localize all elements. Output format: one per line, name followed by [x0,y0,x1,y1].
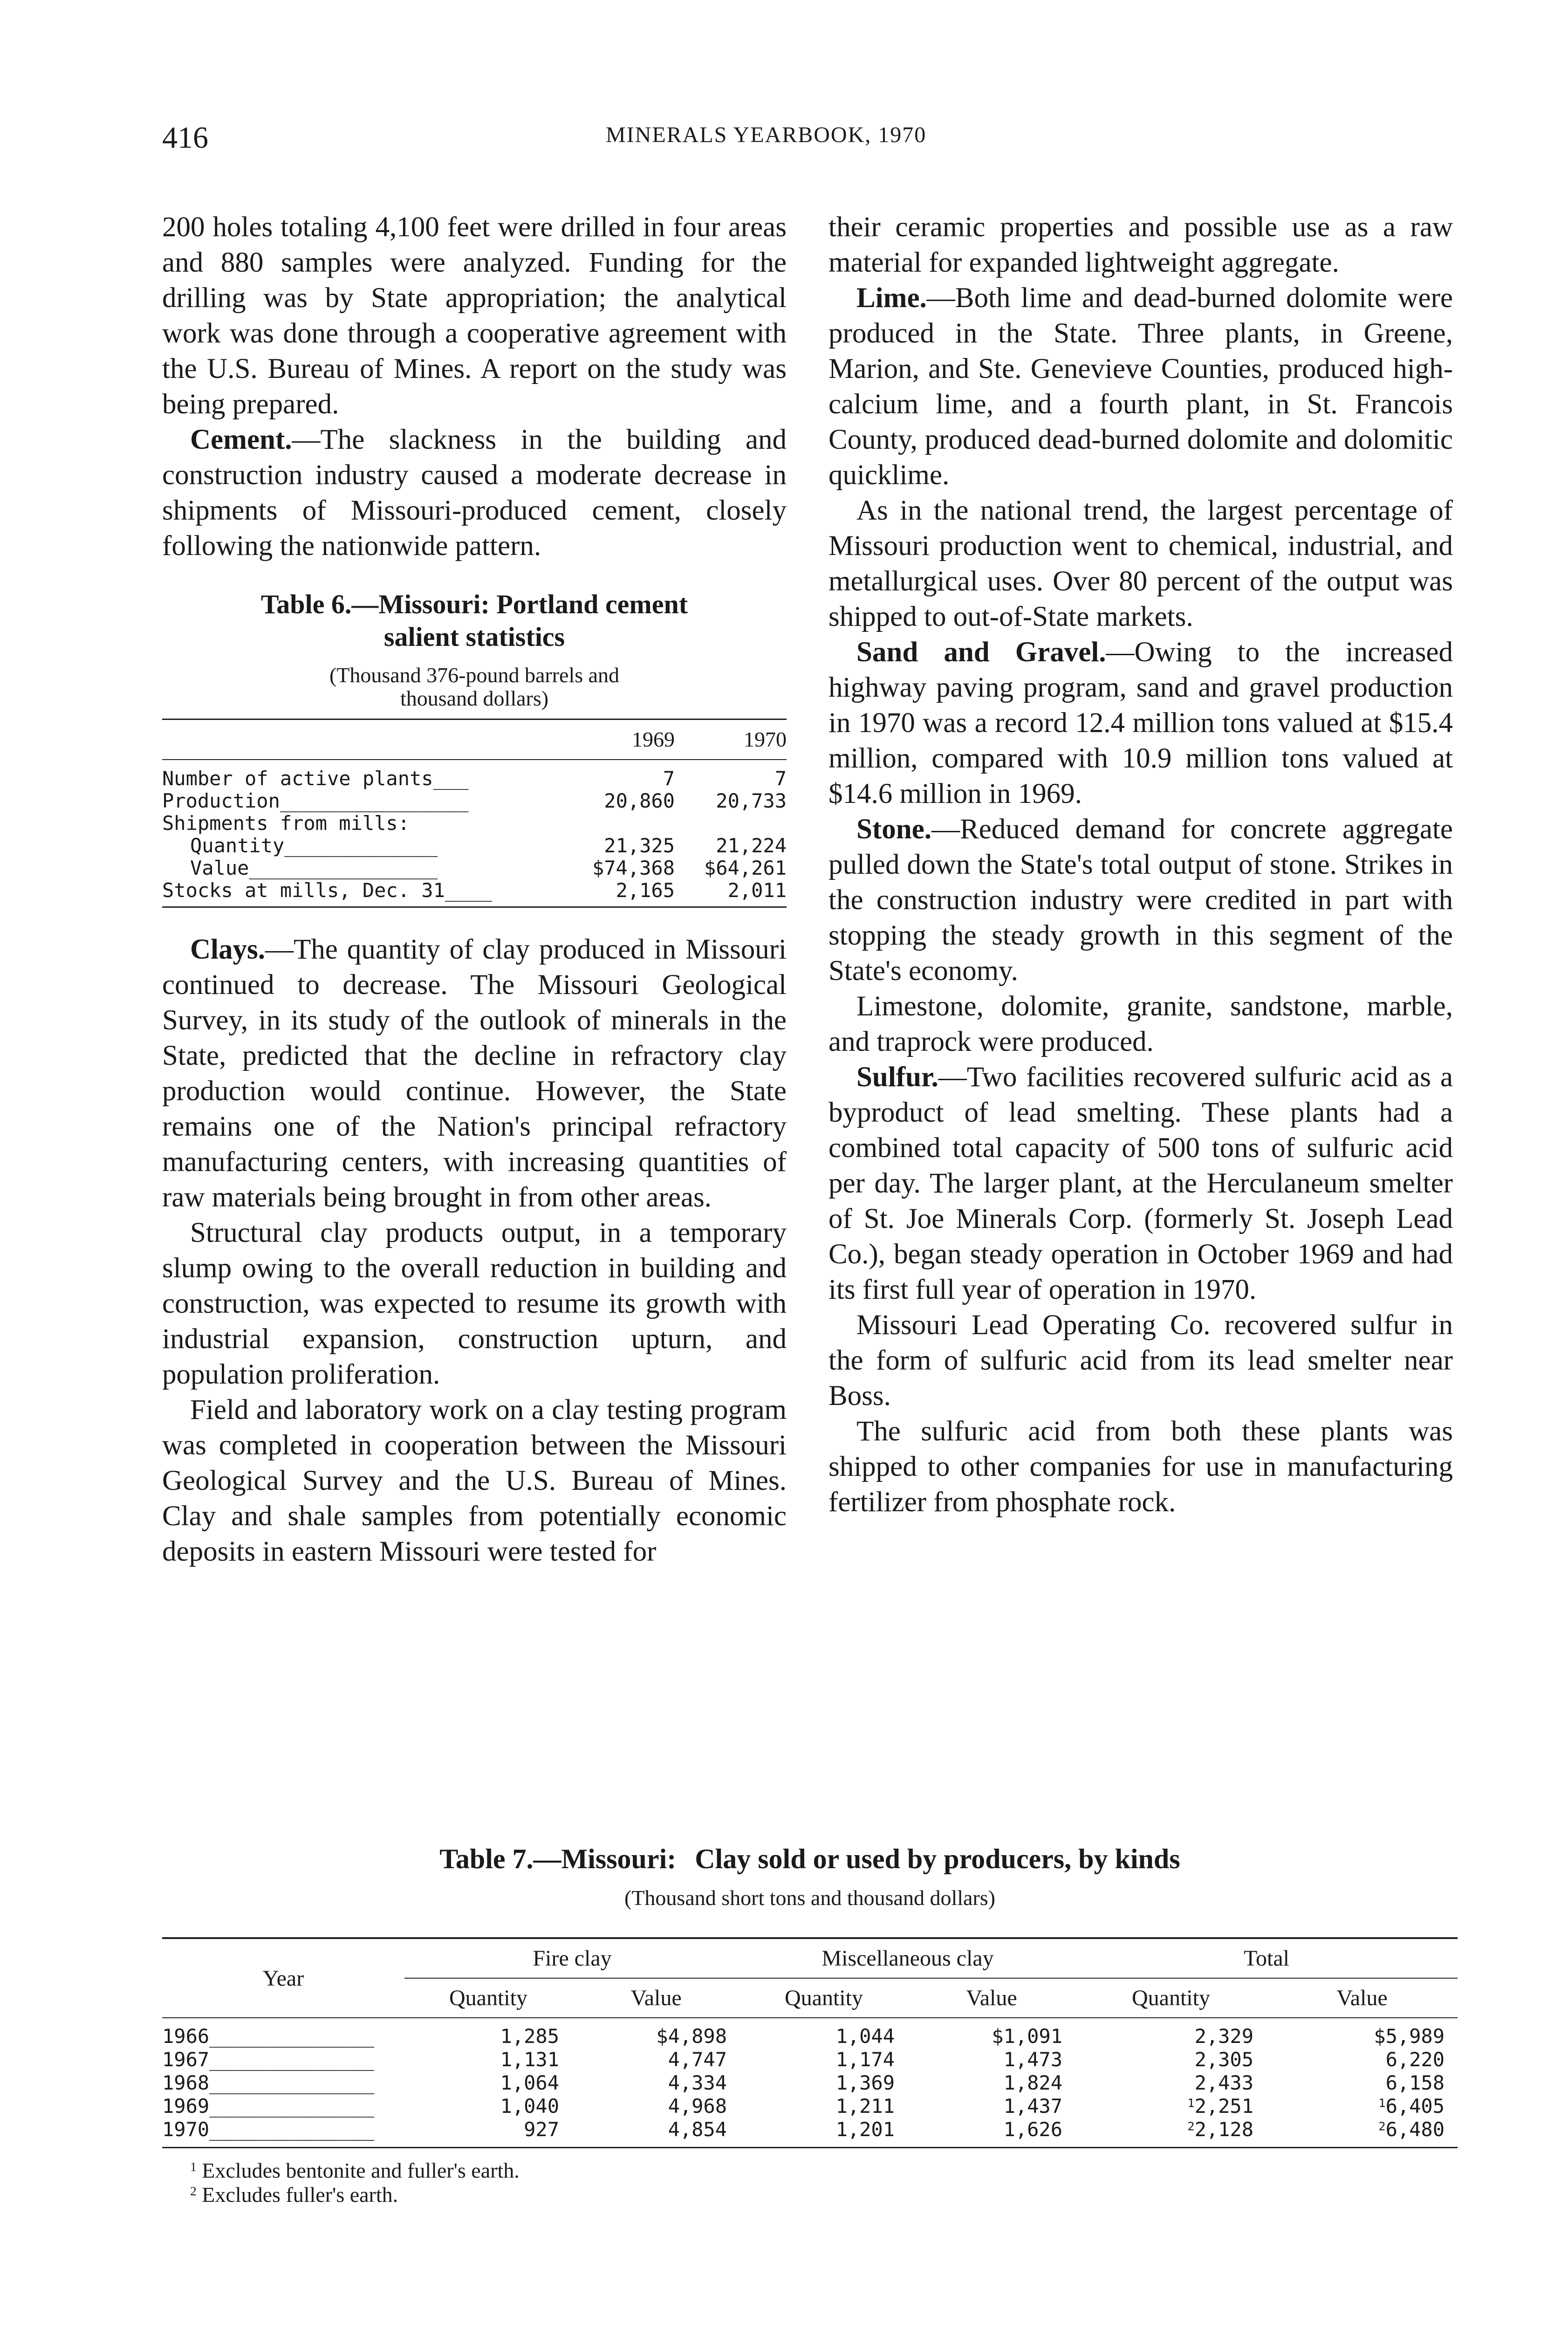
table7-subtitle: (Thousand short tons and thousand dollars) [624,1886,995,1910]
cell-fire-value: 4,334 [668,2071,727,2094]
table6-subtitle-line1: (Thousand 376-pound barrels and [329,663,620,687]
total-value: 6,405 [1385,2095,1445,2118]
footnote-mark: 1 [190,2159,197,2174]
row-label: Shipments from mills: [162,812,410,835]
cell-fire-quantity: 1,040 [500,2095,559,2118]
footnote-ref: 1 [1187,2096,1195,2110]
cell-1969: 21,325 [604,834,675,857]
footnote-ref: 2 [1187,2119,1195,2133]
cell-year: 1966______________ [162,2025,375,2048]
footnote-text: Excludes bentonite and fuller's earth. [202,2159,520,2182]
sulfur-text: —Two facilities recovered sulfuric acid as a byproduct of lead smelting. These plants had a combined total capacity of 500 tons of sulfuric acid per day. The larger plant, at the Herculaneum smelter of St. Joe Minerals Corp. (formerly St. Joseph Lead Co.), began steady operation in October 1969 and had its first full year of operation in 1970. [829,1062,1453,1305]
cell-misc-quantity: 1,201 [740,2118,908,2148]
header-year: Year [162,1938,404,2018]
table7-caption [162,1843,1458,1875]
cell-misc-value: 1,626 [908,2118,1075,2148]
table-row [162,812,787,835]
cell-misc-quantity: 1,369 [835,2071,895,2094]
table7-caption-rest: Clay sold or used by producers, by kinds [695,1843,1180,1874]
cell-year: 1970______________ [162,2118,404,2148]
cell-total-quantity [1075,2048,1267,2071]
table7-section [162,1843,1458,2207]
cell-total-value [1267,2018,1458,2048]
cell-fire-value: 4,968 [668,2095,727,2118]
limestone-paragraph: Limestone, dolomite, granite, sandstone, marble, and traprock were produced. [829,991,1453,1057]
ceramic-paragraph: their ceramic properties and possible use as a raw material for expanded lightweight aggregate. [829,212,1453,278]
cell-misc-value: 1,824 [1003,2071,1062,2094]
table7-footnotes [162,2159,1458,2207]
table-row [162,760,787,790]
table7-caption-prefix: Table 7.—Missouri: [439,1843,677,1874]
running-head: MINERALS YEARBOOK, 1970 [606,123,927,147]
cell-year: 1968______________ [162,2071,375,2094]
header-quantity: Quantity [1075,1978,1267,2018]
cell-misc-value: 1,437 [1003,2095,1062,2118]
page-number: 416 [162,121,208,155]
cement-text: —The slackness in the building and construction industry caused a moderate decrease in shipments of Missouri-produced cement, closely following the nationwide pattern. [162,424,787,562]
lime-heading: Lime. [856,282,927,314]
total-quantity: 2,251 [1194,2095,1253,2118]
header-misc-clay: Miscellaneous clay [740,1938,1075,1978]
cell-total-quantity [1075,2018,1267,2048]
sulfur-heading: Sulfur. [856,1062,938,1093]
cell-1969: 20,860 [604,789,675,812]
sand-paragraph [829,635,1453,812]
row-label: Value________________ [190,857,438,879]
cell-1969: 7 [663,767,675,790]
table-row [162,790,787,812]
row-label: Stocks at mills, Dec. 31____ [162,879,563,907]
right-column [829,210,1453,1520]
table7 [162,1937,1458,2148]
stone-paragraph [829,812,1453,989]
row-label: Production________________ [162,789,469,812]
cell-1970: 21,224 [716,834,787,857]
footnote-2 [190,2183,1458,2207]
table6-caption-line1: Table 6.—Missouri: Portland cement [260,589,688,619]
cell-fire-quantity: 1,064 [500,2071,559,2094]
table6-caption [162,588,787,653]
total-quantity: 2,128 [1194,2118,1253,2141]
row-label: Quantity_____________ [190,834,438,857]
cell-year: 1969______________ [162,2095,375,2118]
field-paragraph: Field and laboratory work on a clay testing program was completed in cooperation between the Missouri Geological Survey and the U.S. Bureau of Mines. Clay and shale samples from potentially economic deposits in eastern Missouri were tested for [162,1394,787,1567]
table6-col-1970: 1970 [675,720,787,760]
lime-text: —Both lime and dead-burned dolomite were produced in the State. Three plants, in Greene, Marion, and Ste. Genevieve Counties, produced high-calcium lime, and a fourth plant, in St. Francois County, produced dead-burned dolomite and dolomitic quicklime. [829,282,1453,491]
cell-misc-quantity: 1,174 [835,2048,895,2071]
sulfur-paragraph [829,1060,1453,1308]
table-row [162,2048,1458,2071]
clays-text: —The quantity of clay produced in Missouri continued to decrease. The Missouri Geological Survey, in its study of the outlook of minerals in the State, predicted that the decline in refractory clay production would continue. However, the State remains one of the Nation's principal refractory manufacturing centers, with increasing quantities of raw materials being brought in from other areas. [162,934,787,1213]
table-row [162,2118,1458,2148]
sand-heading: Sand and Gravel. [856,637,1106,668]
header-quantity: Quantity [740,1978,908,2018]
table-row [162,835,787,857]
header-fire-clay: Fire clay [404,1938,740,1978]
row-label: Number of active plants___ [162,767,469,790]
cell-misc-value: $1,091 [992,2025,1062,2048]
cell-1970: 20,733 [716,789,787,812]
table-row [162,2095,1458,2118]
cell-misc-quantity: 1,044 [835,2025,895,2048]
cell-1970: 2,011 [675,879,787,907]
table6 [162,719,787,908]
header-value: Value [908,1978,1075,2018]
lead-paragraph: Missouri Lead Operating Co. recovered sulfur in the form of sulfuric acid from its lead smelter near Boss. [829,1309,1453,1412]
table-row [162,857,787,879]
cell-misc-value: 1,473 [1003,2048,1062,2071]
table6-col-1969: 1969 [563,720,675,760]
drilling-paragraph: 200 holes totaling 4,100 feet were drilled in four areas and 880 samples were analyzed. Funding for the drilling was by State appropriation; the analytical work was done through a cooperative agreement with the U.S. Bureau of Mines. A report on the study was being prepared. [162,212,787,420]
clays-heading: Clays. [190,934,265,965]
stone-text: —Reduced demand for concrete aggregate pulled down the State's total output of stone. Strikes in the construction industry were credited in part with stopping the steady growth in this segment of the State's economy. [829,814,1453,987]
cell-total-value [1267,2118,1458,2148]
stone-heading: Stone. [856,814,931,845]
cell-total-value [1267,2071,1458,2095]
structural-paragraph: Structural clay products output, in a temporary slump owing to the overall reduction in building and construction, was expected to resume its growth with industrial expansion, construction upturn, and population proliferation. [162,1217,787,1390]
total-quantity: 2,305 [1194,2048,1253,2071]
cell-total-quantity [1075,2095,1267,2118]
cement-heading: Cement. [190,424,292,455]
table6-subtitle [162,664,787,710]
footnote-1 [190,2159,1458,2183]
header-quantity: Quantity [404,1978,572,2018]
cell-year: 1967______________ [162,2048,375,2071]
table6-caption-line2: salient statistics [383,622,565,652]
footnote-text: Excludes fuller's earth. [202,2183,398,2207]
table-row [162,2071,1458,2095]
cell-total-value [1267,2048,1458,2071]
total-value: 6,220 [1385,2048,1445,2071]
sand-text: —Owing to the increased highway paving program, sand and gravel production in 1970 was a record 12.4 million tons valued at $15.4 million, compared with 10.9 million tons valued at $14.6 million in 1969. [829,637,1453,809]
cell-fire-quantity: 1,131 [500,2048,559,2071]
national-paragraph: As in the national trend, the largest percentage of Missouri production went to chemical, industrial, and metallurgical uses. Over 80 percent of the output was shipped to out-of-State markets. [829,495,1453,632]
header-value: Value [1267,1978,1458,2018]
lime-paragraph [829,281,1453,493]
cell-1969: $74,368 [592,857,675,879]
header-value: Value [572,1978,740,2018]
total-value: 6,158 [1385,2071,1445,2094]
cell-fire-value: 4,854 [572,2118,740,2148]
cell-1970: 7 [774,767,787,790]
table-row [162,2018,1458,2048]
footnote-mark: 2 [190,2184,197,2199]
left-column [162,210,787,1569]
cement-paragraph [162,422,787,564]
cell-total-quantity [1075,2071,1267,2095]
cell-fire-value: 4,747 [668,2048,727,2071]
cell-fire-quantity: 927 [404,2118,572,2148]
clays-paragraph [162,932,787,1215]
cell-total-value [1267,2095,1458,2118]
cell-fire-value: $4,898 [656,2025,727,2048]
footnote-ref: 2 [1378,2119,1386,2133]
acid-paragraph: The sulfuric acid from both these plants was shipped to other companies for use in manufacturing fertilizer from phosphate rock. [829,1416,1453,1518]
total-value: $5,989 [1374,2025,1445,2048]
table-row [162,879,787,907]
cell-1970: $64,261 [704,857,787,879]
cell-total-quantity [1075,2118,1267,2148]
table6-subtitle-line2: thousand dollars) [400,686,549,710]
table6-blank-header [162,720,563,760]
cell-fire-quantity: 1,285 [500,2025,559,2048]
cell-1969: 2,165 [563,879,675,907]
total-quantity: 2,433 [1194,2071,1253,2094]
header-total: Total [1075,1938,1458,1978]
total-value: 6,480 [1385,2118,1445,2141]
cell-misc-quantity: 1,211 [835,2095,895,2118]
total-quantity: 2,329 [1194,2025,1253,2048]
footnote-ref: 1 [1378,2096,1386,2110]
